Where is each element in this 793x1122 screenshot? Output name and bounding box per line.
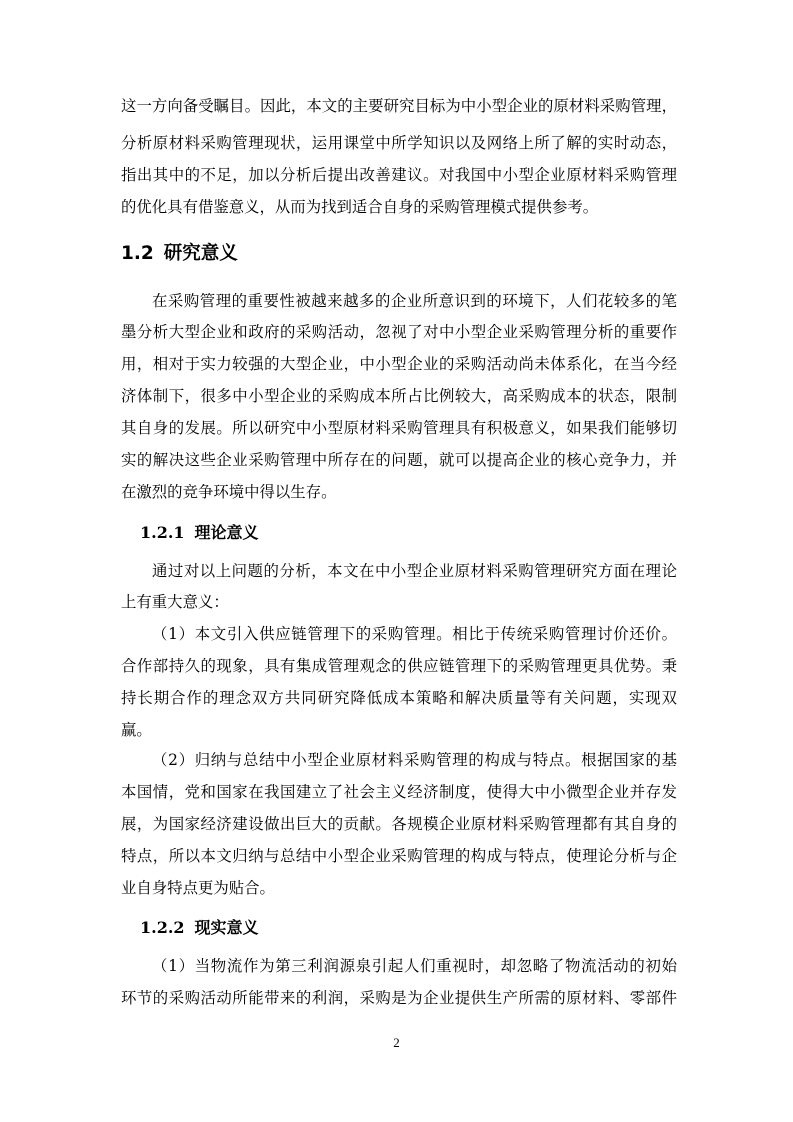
subsection-heading [140,522,259,544]
list-item-line: 持长期合作的理念双方共同研究降低成本策略和解决质量等有关问题，实现双 [121,689,677,707]
list-item-line: 业自身特点更为贴合。 [121,879,275,897]
subsection-heading [140,917,259,939]
body-text-line: 上有重大意义： [121,593,229,611]
section-heading [121,242,238,266]
list-item-line: 赢。 [121,721,152,739]
body-text-line: 的优化具有借鉴意义，从而为找到适合自身的采购管理模式提供参考。 [121,198,599,216]
list-item-line: 环节的采购活动所能带来的利润，采购是为企业提供生产所需的原材料、零部件 [121,989,677,1007]
body-text-line: 在采购管理的重要性被越来越多的企业所意识到的环境下，人们花较多的笔 [152,292,677,310]
subsection-title: 现实意义 [194,918,259,937]
section-title: 研究意义 [163,243,238,264]
section-number: 1.2 [121,243,154,264]
body-text-line: 用，相对于实力较强的大型企业，中小型企业的采购活动尚未体系化，在当今经 [121,355,677,373]
body-text-line: 这一方向备受瞩目。因此，本文的主要研究目标为中小型企业的原材料采购管理， [121,97,677,115]
body-text-line: 其自身的发展。所以研究中小型原材料采购管理具有积极意义，如果我们能够切 [121,419,677,437]
list-item-line: 展，为国家经济建设做出巨大的贡献。各规模企业原材料采购管理都有其自身的 [121,815,677,833]
body-text-line: 分析原材料采购管理现状，运用课堂中所学知识以及网络上所了解的实时动态， [121,134,677,152]
body-text-line: 在激烈的竞争环境中得以生存。 [121,483,337,501]
subsection-title: 理论意义 [194,523,259,542]
subsection-number: 1.2.2 [140,918,185,937]
subsection-number: 1.2.1 [140,523,185,542]
list-item-line: （1）当物流作为第三利润源泉引起人们重视时，却忽略了物流活动的初始 [152,957,677,975]
list-item-line: （1）本文引入供应链管理下的采购管理。相比于传统采购管理讨价还价。 [152,625,677,643]
list-item-line: 本国情，党和国家在我国建立了社会主义经济制度，使得大中小微型企业并存发 [121,783,677,801]
list-item-line: （2）归纳与总结中小型企业原材料采购管理的构成与特点。根据国家的基 [152,751,677,769]
list-item-line: 特点，所以本文归纳与总结中小型企业采购管理的构成与特点，使理论分析与企 [121,847,677,865]
list-item-line: 合作部持久的现象，具有集成管理观念的供应链管理下的采购管理更具优势。秉 [121,657,677,675]
body-text-line: 指出其中的不足，加以分析后提出改善建议。对我国中小型企业原材料采购管理 [121,166,677,184]
body-text-line: 济体制下，很多中小型企业的采购成本所占比例较大，高采购成本的状态，限制 [121,387,677,405]
body-text-line: 通过对以上问题的分析，本文在中小型企业原材料采购管理研究方面在理论 [152,562,677,580]
page-number: 2 [393,1035,400,1050]
body-text-line: 墨分析大型企业和政府的采购活动，忽视了对中小型企业采购管理分析的重要作 [121,323,677,341]
body-text-line: 实的解决这些企业采购管理中所存在的问题，就可以提高企业的核心竞争力，并 [121,451,677,469]
